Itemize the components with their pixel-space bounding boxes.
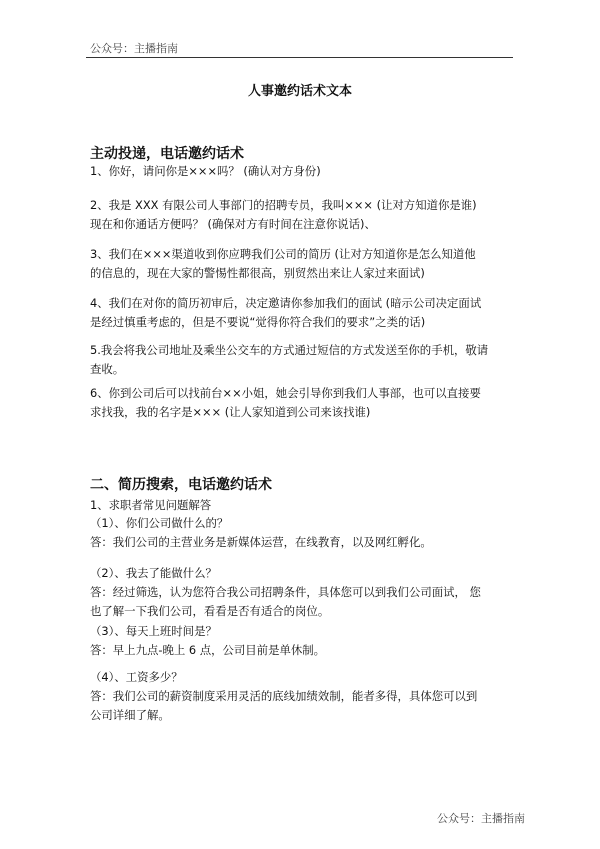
section-1-heading: 主动投递，电话邀约话术 bbox=[90, 146, 244, 162]
answer-text: 公司详细了解。 bbox=[90, 708, 170, 722]
text-line: 4、我们在对你的简历初审后，决定邀请你参加我们的面试 (暗示公司决定面试 bbox=[90, 296, 482, 310]
text-line: 是经过慎重考虑的，但是不要说“觉得你符合我们的要求”之类的话) bbox=[90, 315, 426, 329]
qa-item-4 bbox=[90, 668, 520, 725]
section-1-item-3 bbox=[90, 245, 520, 283]
document-title: 人事邀约话术文本 bbox=[247, 84, 352, 99]
header-text: 公众号：主播指南 bbox=[90, 42, 178, 55]
qa-item-1 bbox=[90, 514, 520, 552]
answer-text: 也了解一下我们公司，看看是否有适合的岗位。 bbox=[90, 604, 330, 618]
section-1-item-2 bbox=[90, 196, 520, 234]
footer-text: 公众号：主播指南 bbox=[437, 812, 525, 825]
section-1-item-4 bbox=[90, 294, 520, 332]
text-line: 现在和你通话方便吗？ (确保对方有时间在注意你说话)、 bbox=[90, 217, 376, 231]
answer-text: 答：我们公司的薪资制度采用灵活的底线加绩效制，能者多得，具体您可以到 bbox=[90, 689, 478, 703]
answer-text: 答：经过筛选，认为您符合我公司招聘条件，具体您可以到我们公司面试， 您 bbox=[90, 585, 481, 599]
section-2-heading: 二、简历搜索，电话邀约话术 bbox=[90, 477, 272, 493]
text-line: 求找我，我的名字是××× (让人家知道到公司来该找谁) bbox=[90, 405, 371, 419]
text-line: 3、我们在×××渠道收到你应聘我们公司的简历 (让对方知道你是怎么知道他 bbox=[90, 247, 476, 261]
question-text: （1）、你们公司做什么的？ bbox=[90, 516, 229, 530]
text-line: 6、你到公司后可以找前台××小姐，她会引导你到我们人事部，也可以直接要 bbox=[90, 386, 481, 400]
question-text: （2）、我去了能做什么？ bbox=[90, 566, 217, 580]
section-1-item-5 bbox=[90, 341, 520, 379]
answer-text: 答：我们公司的主营业务是新媒体运营，在线教育，以及网红孵化。 bbox=[90, 535, 432, 549]
text-line: 查收。 bbox=[90, 362, 125, 376]
section-1-item-1 bbox=[90, 162, 520, 181]
header-rule bbox=[86, 57, 513, 58]
text-line: 2、我是 XXX 有限公司人事部门的招聘专员，我叫××× (让对方知道你是谁) bbox=[90, 198, 477, 212]
text-line: 5.我会将我公司地址及乘坐公交车的方式通过短信的方式发送至你的手机，敬请 bbox=[90, 343, 489, 357]
answer-text: 答：早上九点-晚上 6 点，公司目前是单休制。 bbox=[90, 643, 326, 657]
text-line: 1、你好，请问你是×××吗？ (确认对方身份) bbox=[90, 164, 321, 178]
qa-item-2 bbox=[90, 564, 520, 621]
section-1-item-6 bbox=[90, 384, 520, 422]
question-text: （4）、工资多少？ bbox=[90, 670, 183, 684]
section-2-intro: 1、求职者常见问题解答 bbox=[90, 498, 212, 512]
qa-item-3 bbox=[90, 622, 520, 660]
question-text: （3）、每天上班时间是？ bbox=[90, 624, 217, 638]
text-line: 的信息的，现在大家的警惕性都很高，别贸然出来让人家过来面试) bbox=[90, 266, 425, 280]
